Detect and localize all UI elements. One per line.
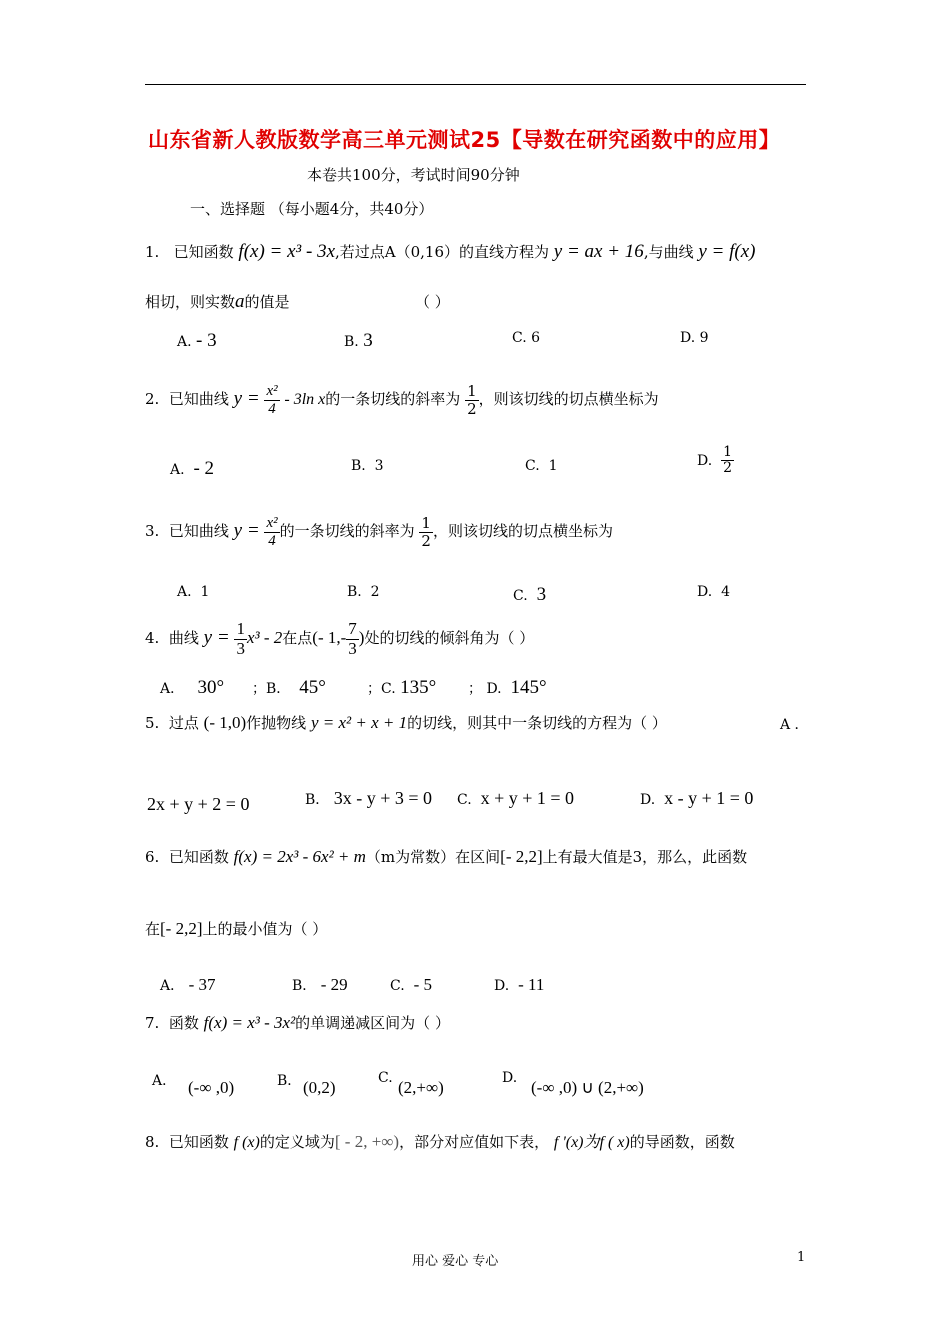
option-b: B. 2 [347, 584, 380, 600]
option-a: A． - 37 [160, 975, 216, 994]
option-d: D. [502, 1070, 518, 1086]
document-title: 山东省新人教版数学高三单元测试25【导数在研究函数中的应用】 [148, 128, 781, 152]
option-a-label: A ． [780, 717, 809, 733]
question-text: 的值是 [244, 293, 290, 311]
question-number: 1. [145, 243, 160, 261]
fraction: $\frac{1}{3}$ [236, 619, 245, 658]
option-c: C. x + y + 1 = 0 [457, 788, 575, 808]
question-6: 6. 已知函数 f(x) = 2x³ - 6x² + m（m为常数）在区间[- 2,2]上有最大值是3，那么，此函数 [145, 847, 748, 866]
fraction: $\frac{1}{2}$ [467, 382, 477, 418]
fraction: $\frac{\text{x²}}{4}$ [266, 515, 278, 549]
option-d: ； D. 145° [468, 677, 547, 698]
fraction: $\frac{7}{3}$ [348, 619, 357, 658]
option-a: A． 30° [160, 677, 225, 698]
option-b: B． [277, 1073, 302, 1089]
fraction: $\frac{\text{x²}}{4}$ [266, 383, 278, 417]
option-c: ；C. 135° [367, 677, 437, 698]
question-1 [145, 241, 756, 263]
question-text: 已知函数 [173, 243, 234, 261]
option-b: B． 3x - y + 3 = 0 [305, 788, 433, 808]
page-number: 1 [797, 1250, 806, 1265]
question-5: 5. 过点 (- 1,0)作抛物线 y = x² + x + 1的切线，则其中一条切线的方程为（ ） [145, 713, 667, 732]
option-d: D. $\frac{1}{2}$ [697, 444, 733, 477]
question-text: 相切，则实数 [145, 293, 236, 311]
section-heading: 一、选择题 （每小题4分，共40分） [190, 200, 434, 218]
option-c: C. 3 [513, 584, 547, 605]
math-expression: y = ax + 16 [553, 241, 644, 262]
question-8: 8. 已知函数 f (x)的定义域为[ - 2, +∞)，部分对应值如下表， f '(x)为f ( x)的导函数，函数 [145, 1132, 735, 1151]
answer-paren: （ ） [415, 293, 450, 311]
option-d: D. x - y + 1 = 0 [640, 788, 754, 808]
question-1-line2 [145, 291, 290, 313]
option-a: A. 1 [177, 584, 210, 600]
document-subtitle: 本卷共100分，考试时间90分钟 [307, 166, 520, 184]
option-d: D. 9 [680, 330, 709, 346]
question-3: 3. 已知曲线 y = $\frac{\text{x²}}{4}$ 的一条切线的斜率为 $\frac{1}{2}$ ，则该切线的切点横坐标为 [145, 514, 613, 550]
option-c: C. 1 [525, 458, 558, 474]
option-b: ；B． 45° [252, 677, 326, 698]
option-a: A. - 3 [177, 330, 217, 351]
question-4: 4. 曲线 y = $\frac{1}{3}$ x³ - 2在点(- 1,- $\frac{7}{3}$ )处的切线的倾斜角为（ ） [145, 619, 535, 658]
header-rule [145, 84, 806, 85]
fraction: $\frac{1}{2}$ [723, 444, 733, 477]
option-a: A. - 2 [170, 458, 215, 479]
math-variable: a [235, 291, 245, 312]
option-b: B. 3 [351, 458, 384, 474]
option-c-value: (2,+∞) [398, 1078, 444, 1097]
question-6-line2: 在[- 2,2]上的最小值为（ ） [145, 919, 328, 938]
math-expression: y = f(x) [698, 241, 756, 262]
option-c: C. - 5 [390, 975, 432, 994]
question-text: ,与曲线 [643, 243, 694, 261]
option-b: B. 3 [344, 330, 373, 351]
option-b-value: (0,2) [303, 1078, 336, 1097]
question-2: 2. 已知曲线 y = $\frac{\text{x²}}{4}$ - 3ln x的一条切线的斜率为 $\frac{1}{2}$ ，则该切线的切点横坐标为 [145, 382, 659, 418]
option-d: D. 4 [697, 584, 731, 600]
option-c: C. [378, 1070, 393, 1086]
question-7: 7. 函数 f(x) = x³ - 3x²的单调递减区间为（ ） [145, 1013, 450, 1032]
option-a-value: (-∞ ,0) [188, 1078, 235, 1097]
math-expression: y = [233, 388, 260, 409]
option-b: B． - 29 [292, 975, 348, 994]
fraction: $\frac{1}{2}$ [421, 514, 431, 550]
math-expression: f(x) = x³ - 3x [238, 241, 335, 262]
option-a: 2x + y + 2 = 0 [147, 794, 250, 814]
question-text: ,若过点A（0,16）的直线方程为 [335, 243, 550, 261]
page-footer: 用心 爱心 专心 [412, 1254, 499, 1269]
option-d: D. - 11 [494, 975, 545, 994]
option-c: C. 6 [512, 330, 541, 346]
option-a: A． [152, 1073, 177, 1089]
option-d-value: (-∞ ,0) ∪ (2,+∞) [531, 1078, 644, 1097]
